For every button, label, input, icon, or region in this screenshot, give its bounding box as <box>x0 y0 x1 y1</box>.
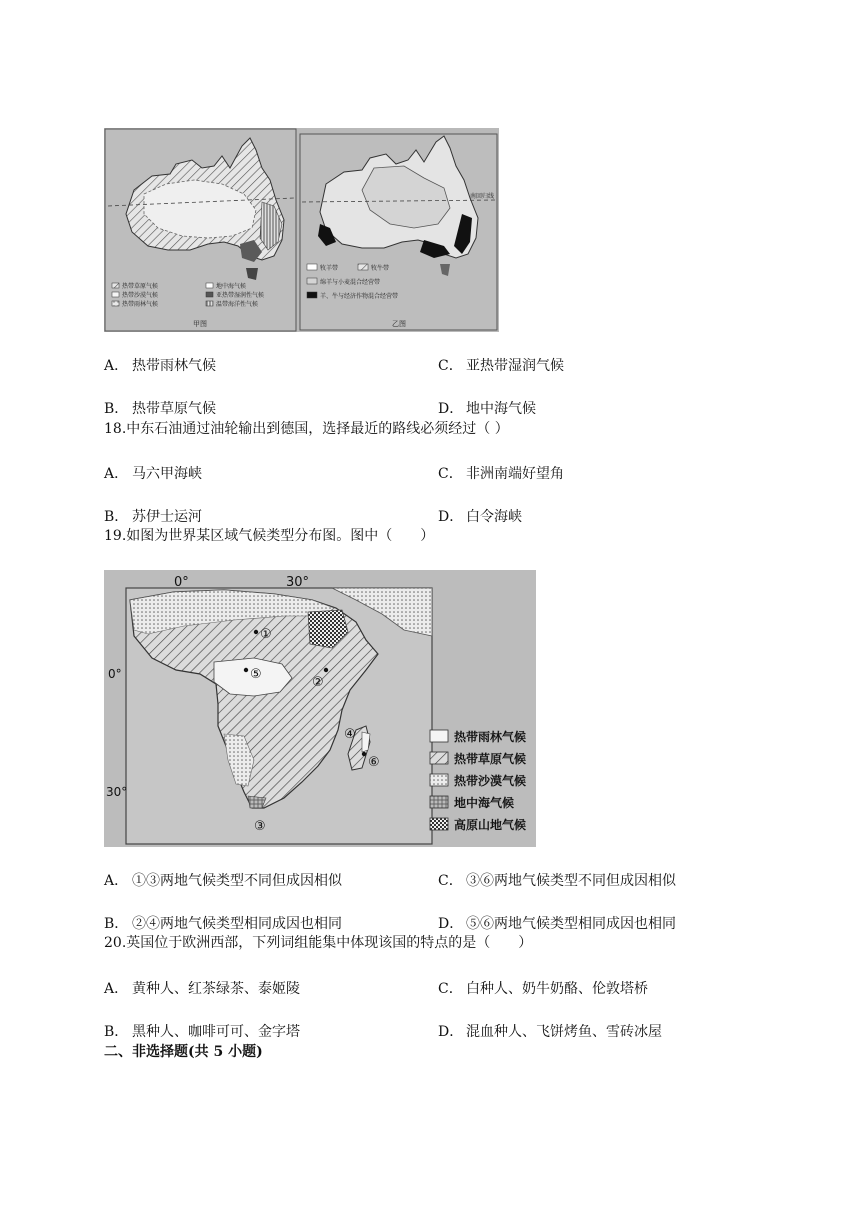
q18-option-a[interactable] <box>104 465 202 483</box>
option-text: 马六甲海峡 <box>132 466 202 482</box>
option-letter: B． <box>104 916 129 932</box>
right-legend-item: 羊、牛与经济作物混合经营带 <box>320 293 399 300</box>
option-letter: D． <box>438 509 464 525</box>
option-text: 黑种人、咖啡可可、金字塔 <box>132 1024 300 1040</box>
point-label-5: ⑤ <box>250 667 262 682</box>
q20-option-c[interactable] <box>438 980 648 998</box>
right-legend-item: 牧羊带 <box>320 265 339 272</box>
option-letter: B． <box>104 401 129 417</box>
q17-option-a[interactable] <box>104 357 216 375</box>
option-text: 亚热带湿润气候 <box>466 358 564 374</box>
q17-option-c[interactable] <box>438 357 564 375</box>
q19-option-c[interactable] <box>438 872 676 890</box>
option-text: 苏伊士运河 <box>132 509 202 525</box>
q20-option-d[interactable] <box>438 1023 662 1041</box>
right-legend-item: 牧牛带 <box>371 265 390 272</box>
point-label-3: ③ <box>254 819 266 834</box>
q20-stem: 20.英国位于欧洲西部，下列词组能集中体现该国的特点的是（ ） <box>104 935 533 951</box>
right-legend-item: 绵羊与小麦混合经营带 <box>320 279 381 286</box>
option-letter: A． <box>104 981 129 997</box>
lat-label-30: 30° <box>106 785 128 799</box>
q20-option-a[interactable] <box>104 980 300 998</box>
africa-legend-item: 地中海气候 <box>454 796 515 810</box>
q19-option-b[interactable] <box>104 915 342 933</box>
q18-option-d[interactable] <box>438 508 522 526</box>
point-label-1: ① <box>260 627 272 642</box>
option-letter: C． <box>438 873 463 889</box>
option-text: 白种人、奶牛奶酪、伦敦塔桥 <box>466 981 648 997</box>
option-text: 白令海峡 <box>466 509 522 525</box>
left-legend-item: 热带草原气候 <box>122 283 159 290</box>
africa-legend-item: 热带草原气候 <box>454 752 527 766</box>
section-title: 二、非选择题(共 5 小题) <box>104 1044 263 1060</box>
option-letter: D． <box>438 401 464 417</box>
option-letter: D． <box>438 916 464 932</box>
africa-climate-figure <box>104 570 536 847</box>
option-letter: A． <box>104 873 129 889</box>
point-label-2: ② <box>312 675 324 690</box>
left-legend-item: 热带雨林气候 <box>122 301 159 308</box>
option-text: 非洲南端好望角 <box>466 466 564 482</box>
option-letter: A． <box>104 466 129 482</box>
lon-label-30: 30° <box>286 575 310 590</box>
option-text: 热带雨林气候 <box>132 358 216 374</box>
q18-option-c[interactable] <box>438 465 564 483</box>
option-letter: C． <box>438 981 463 997</box>
option-letter: C． <box>438 358 463 374</box>
africa-legend-item: 高原山地气候 <box>454 818 527 832</box>
left-legend-item: 温带海洋性气候 <box>216 301 259 308</box>
option-text: ①③两地气候类型不同但成因相似 <box>132 873 342 889</box>
option-letter: D． <box>438 1024 464 1040</box>
q19-option-d[interactable] <box>438 915 676 933</box>
q18-stem: 18.中东石油通过油轮输出到德国，选择最近的路线必须经过（ ） <box>104 421 509 437</box>
tropic-line-label: 南回归线 <box>470 193 495 200</box>
q19-option-a[interactable] <box>104 872 342 890</box>
q20-option-b[interactable] <box>104 1023 300 1041</box>
q18-option-b[interactable] <box>104 508 202 526</box>
left-figure-caption: 甲图 <box>193 320 207 328</box>
option-letter: A． <box>104 358 129 374</box>
point-label-6: ⑥ <box>368 755 380 770</box>
point-label-4: ④ <box>344 727 356 742</box>
australia-maps-svg <box>104 128 499 332</box>
option-text: 地中海气候 <box>466 401 536 417</box>
left-legend-item: 亚热带湿润性气候 <box>216 292 265 299</box>
left-legend-item: 热带沙漠气候 <box>122 292 159 299</box>
right-figure-caption: 乙图 <box>392 320 406 328</box>
africa-legend-item: 热带雨林气候 <box>454 730 527 744</box>
option-text: 热带草原气候 <box>132 401 216 417</box>
lat-label-0: 0° <box>108 667 122 681</box>
q17-option-b[interactable] <box>104 400 216 418</box>
option-letter: C． <box>438 466 463 482</box>
australia-map-figure <box>104 128 499 332</box>
africa-legend-item: 热带沙漠气候 <box>454 774 527 788</box>
left-legend-item: 地中海气候 <box>216 283 247 290</box>
option-text: ⑤⑥两地气候类型相同成因也相同 <box>466 916 676 932</box>
q17-option-d[interactable] <box>438 400 536 418</box>
option-text: 混血种人、飞饼烤鱼、雪砖冰屋 <box>466 1024 662 1040</box>
option-text: ②④两地气候类型相同成因也相同 <box>132 916 342 932</box>
lon-label-0: 0° <box>174 575 189 590</box>
option-letter: B． <box>104 509 129 525</box>
option-text: ③⑥两地气候类型不同但成因相似 <box>466 873 676 889</box>
option-text: 黄种人、红茶绿茶、泰姬陵 <box>132 981 300 997</box>
q19-stem: 19.如图为世界某区域气候类型分布图。图中（ ） <box>104 528 435 544</box>
africa-legend <box>430 729 526 832</box>
africa-climate-svg <box>104 570 536 847</box>
option-letter: B． <box>104 1024 129 1040</box>
